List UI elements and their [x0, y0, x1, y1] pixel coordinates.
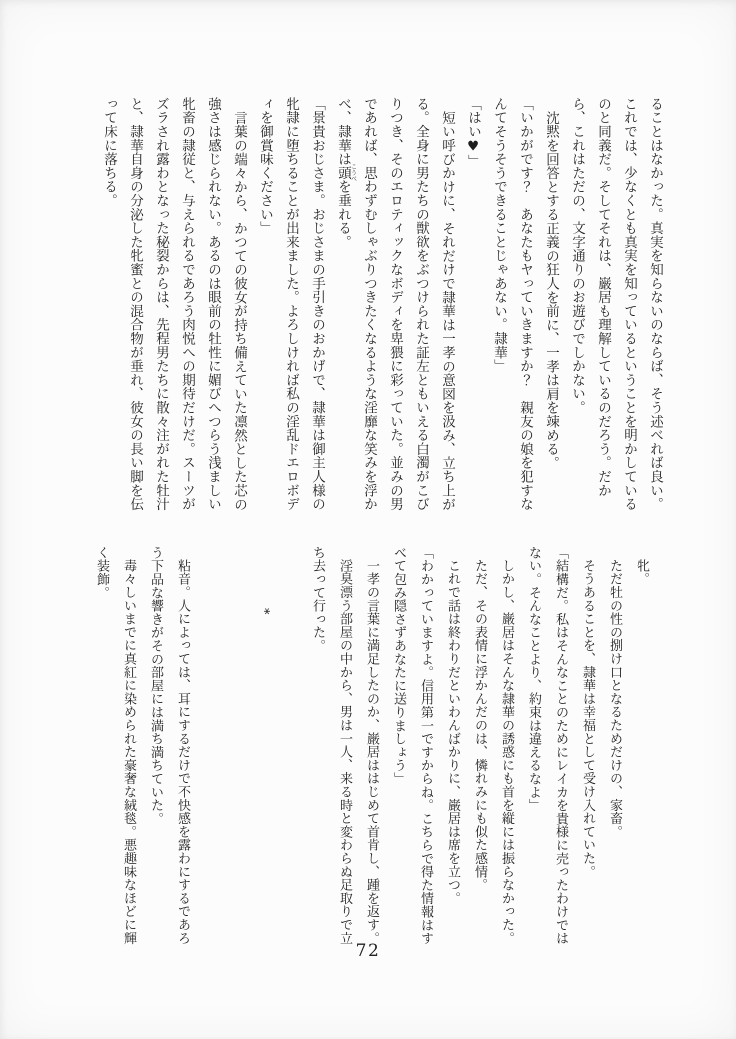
text-column: 強さは感じられない。あるのは眼前の牡性に媚びへつらう浅ましい	[205, 97, 221, 511]
text-column: ィを御賞味ください」	[257, 97, 273, 235]
text-column: 粘音。人によっては、耳にするだけで不快感を露わにするであろ	[175, 559, 190, 945]
text-column: しかし、巌居はそんな隷華の誘惑にも首を縦には振らなかった。	[499, 559, 514, 945]
text-column: る。全身に男たちの獣欲をぶつけられた証左ともいえる白濁がこび	[413, 97, 429, 511]
text-column: であれば、思わずむしゃぶりつきたくなるような淫靡な笑みを浮か	[361, 97, 377, 511]
furigana-text: こうべ	[349, 163, 357, 182]
section-separator: *	[256, 608, 271, 615]
text-block-top	[96, 97, 668, 511]
text-column: これでは、少なくとも真実を知っているということを明かしている	[621, 97, 637, 511]
text-column: ち去って行った。	[310, 546, 325, 653]
column-spacer	[196, 546, 223, 940]
text-block-bottom	[88, 546, 655, 945]
text-column: ただ牡の性の捌け口となるためだけの、家畜。	[607, 559, 622, 839]
text-column: ただ、その表情に浮かんだのは、憐れみにも似た感情。	[472, 559, 487, 892]
text-column: んてそうそうできることじゃあない。隷華」	[491, 97, 507, 373]
text-column: 沈黙を回答とする正義の狂人を前に、一孝は肩を竦める。	[543, 110, 559, 470]
text-segment: べ、隷華は	[335, 97, 351, 166]
text-column: 「はい♥」	[465, 97, 481, 169]
text-column-with-furigana	[330, 97, 356, 505]
text-column: 一孝の言葉に満足したのか、巌居ははじめて首肯し、踵を返す。	[364, 559, 379, 945]
text-column: 牝。	[634, 559, 649, 586]
page-number: 72	[355, 941, 381, 961]
text-column: 短い呼びかけに、それだけで隷華は一孝の意図を汲み、立ち上が	[439, 110, 455, 511]
text-column: 牝畜の隷従と、与えられるであろう肉悦への期待だけだ。スーツが	[179, 97, 195, 511]
text-column: ない。そんなことより、約束は違えるなよ」	[526, 546, 541, 812]
text-column: ら、これはただの、文字通りのお遊びでしかない。	[569, 97, 585, 415]
text-column: 「結構だ。私はそんなことのためにレイカを貴様に売ったわけでは	[553, 546, 568, 945]
text-column: って床に落ちる。	[101, 97, 117, 208]
text-column: りつき、そのエロティックなボディを卑猥に彩っていた。並みの男	[387, 97, 403, 511]
text-column: ズラされ露わとなった秘裂からは、先程男たちに散々注がれた牡汁	[153, 97, 169, 511]
ruby-base: 頭	[335, 163, 351, 182]
column-spacer	[223, 546, 250, 940]
ruby-annotation	[335, 163, 357, 182]
text-column: ることはなかった。真実を知らないのならば、そう述べれば良い。	[647, 97, 663, 511]
text-column: 言葉の端々から、かつての彼女が持ち備えていた凛然とした芯の	[231, 110, 247, 511]
text-column: 「わかっていますよ。信用第一ですからね。こちらで得た情報はす	[418, 546, 433, 945]
text-column: そうあることを、隷華は幸福として受け入れていた。	[580, 559, 595, 879]
column-spacer	[277, 546, 304, 940]
text-column: く装飾。	[94, 546, 109, 600]
text-column: 毒々しいまでに真紅に染められた豪奢な絨毯。悪趣味なほどに輝	[121, 559, 136, 945]
text-column: と、隷華自身の分泌した牝蜜との混合物が垂れ、彼女の長い脚を伝	[127, 97, 143, 511]
text-column: 牝隷に堕ちることが出来ました。よろしければ私の淫乱ドエロボデ	[283, 97, 299, 511]
text-column: これで話は終わりだといわんばかりに、巌居は席を立つ。	[445, 559, 460, 905]
text-column: のと同義だ。そしてそれは、巌居も理解しているのだろう。だか	[595, 97, 611, 498]
text-column: 淫臭漂う部屋の中から、男は一人、来る時と変わらぬ足取りで立	[337, 559, 352, 945]
text-column: う下品な響きがその部屋には満ち満ちていた。	[148, 546, 163, 826]
text-segment: を垂れる。	[335, 179, 351, 249]
text-column: べて包み隠さずあなたに送りましょう」	[391, 546, 406, 786]
text-column: 「景貴おじさま。おじさまの手引きのおかげで、隷華は御主人様の	[309, 97, 325, 511]
text-column: 「いかがです？ あなたもヤっていきますか？ 親友の娘を犯すな	[517, 97, 533, 511]
